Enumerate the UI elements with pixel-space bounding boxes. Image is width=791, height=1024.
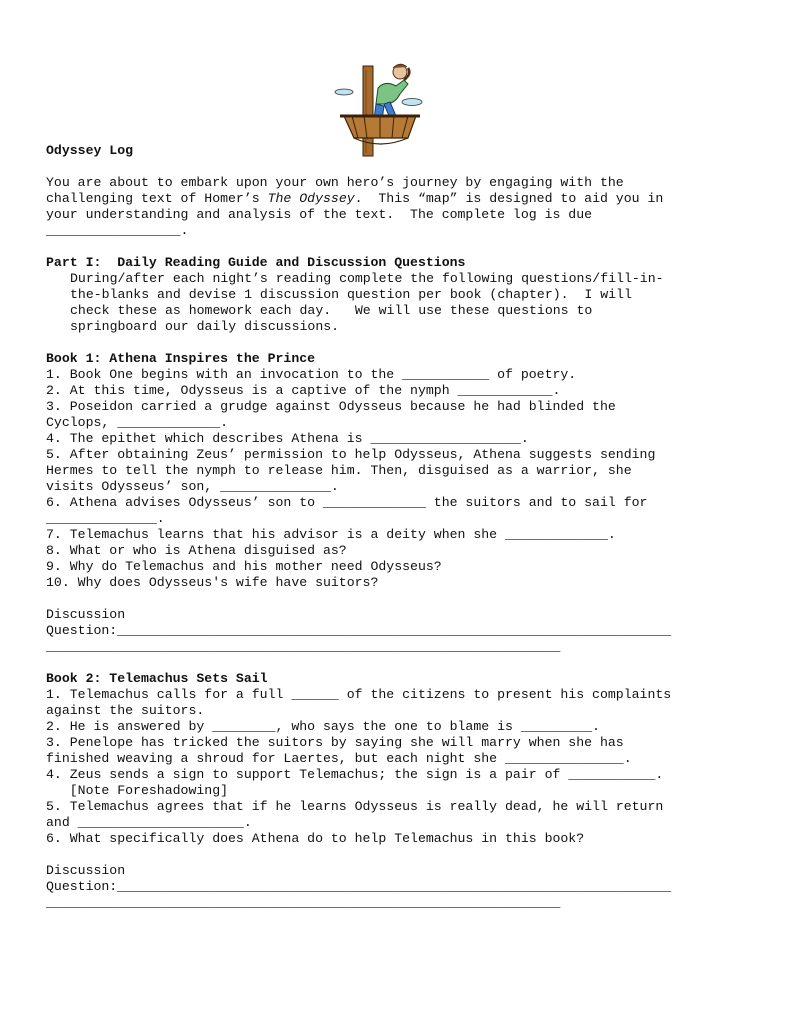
question-line: finished weaving a shroud for Laertes, but each night she _______________. bbox=[46, 751, 632, 766]
intro-line: You are about to embark upon your own hero’s journey by engaging with the bbox=[46, 175, 624, 190]
question-line: visits Odysseus’ son, ______________. bbox=[46, 479, 339, 494]
part1-instructions bbox=[46, 271, 746, 335]
question-line: 1. Telemachus calls for a full ______ of the citizens to present his complaints bbox=[46, 687, 672, 702]
question-line: 8. What or who is Athena disguised as? bbox=[46, 543, 347, 558]
instruction-line: the-blanks and devise 1 discussion question per book (chapter). I will bbox=[70, 287, 632, 302]
intro-line bbox=[46, 191, 746, 207]
question-line: Cyclops, _____________. bbox=[46, 415, 229, 430]
discussion-extra-blank: _________________________________________________________________ bbox=[46, 895, 561, 910]
document-body bbox=[46, 143, 746, 911]
question-line: 4. Zeus sends a sign to support Telemachus; the sign is a pair of ___________. bbox=[46, 767, 664, 782]
instruction-line: check these as homework each day. We will use these questions to bbox=[70, 303, 593, 318]
question-line: 5. Telemachus agrees that if he learns Odysseus is really dead, he will return bbox=[46, 799, 664, 814]
discussion-question-blank: Question:______________________________________________________________________ bbox=[46, 879, 672, 894]
book1-heading: Book 1: Athena Inspires the Prince bbox=[46, 351, 316, 366]
discussion-label: Discussion bbox=[46, 607, 126, 622]
question-line: 4. The epithet which describes Athena is ___________________. bbox=[46, 431, 529, 446]
question-line: 7. Telemachus learns that his advisor is a deity when she _____________. bbox=[46, 527, 616, 542]
document-title: Odyssey Log bbox=[46, 143, 134, 158]
question-line: 9. Why do Telemachus and his mother need Odysseus? bbox=[46, 559, 442, 574]
question-line: 2. He is answered by ________, who says the one to blame is _________. bbox=[46, 719, 600, 734]
question-line: against the suitors. bbox=[46, 703, 205, 718]
intro-text: challenging text of Homer’s bbox=[46, 191, 268, 206]
question-line: 3. Poseidon carried a grudge against Odysseus because he had blinded the bbox=[46, 399, 616, 414]
question-line: 6. What specifically does Athena do to help Telemachus in this book? bbox=[46, 831, 585, 846]
book2-questions bbox=[46, 687, 746, 847]
book2-heading: Book 2: Telemachus Sets Sail bbox=[46, 671, 268, 686]
discussion-extra-blank: _________________________________________________________________ bbox=[46, 639, 561, 654]
discussion-label: Discussion bbox=[46, 863, 126, 878]
question-line: ______________. bbox=[46, 511, 165, 526]
question-line: and _____________________. bbox=[46, 815, 252, 830]
question-line: 1. Book One begins with an invocation to the ___________ of poetry. bbox=[46, 367, 577, 382]
book-title-italic: The Odyssey bbox=[267, 191, 355, 206]
discussion-question-blank: Question:______________________________________________________________________ bbox=[46, 623, 672, 638]
question-line: [Note Foreshadowing] bbox=[46, 783, 229, 798]
question-line: 6. Athena advises Odysseus’ son to _____________ the suitors and to sail for bbox=[46, 495, 648, 510]
intro-paragraph bbox=[46, 175, 746, 239]
due-date-blank: _________________. bbox=[46, 223, 189, 238]
question-line: 2. At this time, Odysseus is a captive of the nymph ____________. bbox=[46, 383, 561, 398]
question-line: Hermes to tell the nymph to release him. Then, disguised as a warrior, she bbox=[46, 463, 632, 478]
part1-heading: Part I: Daily Reading Guide and Discussion Questions bbox=[46, 255, 466, 270]
intro-line: your understanding and analysis of the text. The complete log is due bbox=[46, 207, 593, 222]
question-line: 3. Penelope has tricked the suitors by saying she will marry when she has bbox=[46, 735, 624, 750]
instruction-line: springboard our daily discussions. bbox=[70, 319, 340, 334]
book1-questions bbox=[46, 367, 746, 591]
instruction-line: During/after each night’s reading complete the following questions/fill-in- bbox=[70, 271, 664, 286]
intro-text: . This “map” is designed to aid you in bbox=[354, 191, 664, 206]
question-line: 5. After obtaining Zeus’ permission to help Odysseus, Athena suggests sending bbox=[46, 447, 656, 462]
question-line: 10. Why does Odysseus's wife have suitors? bbox=[46, 575, 379, 590]
